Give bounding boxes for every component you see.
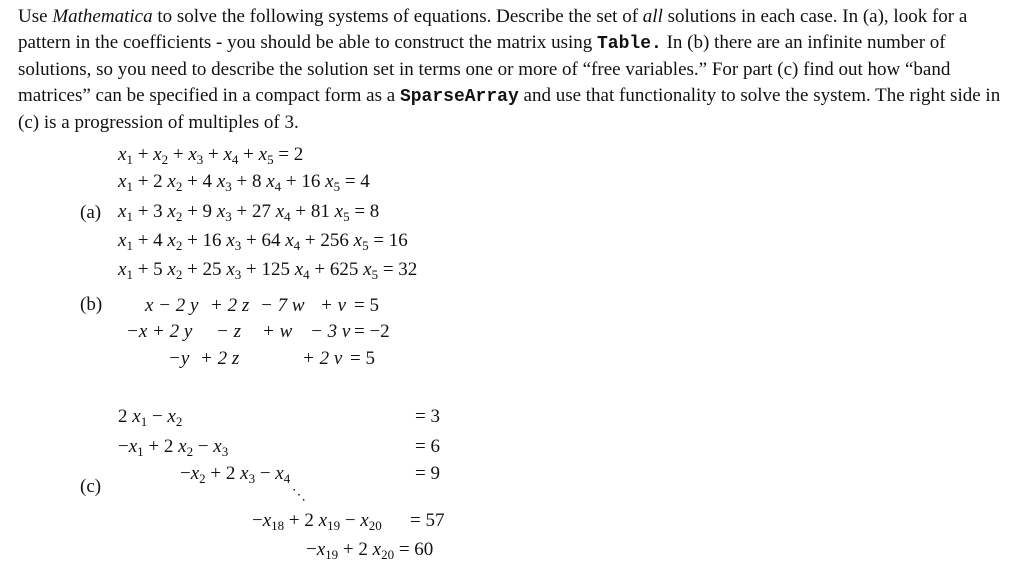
diagonal-dots: ⋱ (292, 488, 306, 503)
b1-term2: + 2 z (210, 295, 250, 316)
b3-term4: + 2 v (302, 348, 343, 369)
intro-text-5: and use that functionality to solve the system. The right side in (c) is a progression of multiples of 3. (18, 84, 1001, 133)
equation-c4: $-x_{18} + 2$ $x_{19} - x_{20}$ (252, 510, 382, 533)
b3-term1: −y (168, 348, 190, 369)
b2-term3: + w (262, 321, 293, 342)
code-sparsearray: SparseArray (399, 86, 519, 107)
b2-term4: − 3 v (310, 321, 351, 342)
intro-text-3: solutions in each case. In (a), look for a pattern in the coefficients - you should be able to construct the matrix using (18, 6, 968, 53)
rhs-c1: = 3 (415, 406, 440, 427)
b1-rhs: = 5 (354, 295, 379, 316)
equation-a2: $x_1 + 2$ $x_2 + 4$ $x_3 + 8$ $x_4 + 16$ $x_5 = 4$ (118, 171, 370, 194)
rhs-a5: = 32 (382, 259, 418, 280)
equation-c5: $-x_{19} + 2$ $x_{20} = 60$ (306, 539, 434, 562)
b2-term2: − z (216, 321, 241, 342)
rhs-c3: = 9 (415, 463, 440, 484)
b1-term1: x − 2 y (145, 295, 199, 316)
intro-all: all (642, 6, 663, 27)
equation-c2: $-x_1 + 2$ $x_2 - x_3$ (118, 436, 229, 459)
rhs-c4: = 57 (410, 510, 445, 531)
b3-term2: + 2 z (200, 348, 240, 369)
rhs-c5: = 60 (398, 539, 434, 560)
label-a: (a) (80, 202, 102, 223)
intro-text-1: Use (18, 6, 53, 27)
b2-rhs: = −2 (354, 321, 390, 342)
rhs-a3: = 8 (354, 201, 380, 222)
b1-term3: − 7 w (260, 295, 305, 316)
intro-text-2: to solve the following systems of equations. Describe the set of (152, 6, 643, 27)
b2-term1: −x + 2 y (126, 321, 193, 342)
equation-a1: $x_1 + x_2 + x_3 + x_4 + x_5 = 2$ (118, 144, 304, 167)
label-c: (c) (80, 476, 102, 497)
intro-app-name: Mathematica (52, 6, 153, 27)
intro-text-4: In (b) there are an infinite number of solutions, so you need to describe the solution set in terms one or more of “free variables.” For part (c) find out how “band matrices” can be specified in a compact form as a (18, 31, 951, 106)
equation-a4: $x_1 + 4$ $x_2 + 16$ $x_3 + 64$ $x_4 + 256$ $x_5 = 16$ (118, 230, 408, 253)
equation-a5: $x_1 + 5$ $x_2 + 25$ $x_3 + 125$ $x_4 + 625$ $x_5 = 32$ (118, 259, 418, 282)
equation-a3: $x_1 + 3$ $x_2 + 9$ $x_3 + 27$ $x_4 + 81$ $x_5 = 8$ (118, 201, 380, 224)
code-table: Table. (597, 33, 662, 54)
equation-c3: $-x_2 + 2$ $x_3 - x_4$ (180, 463, 291, 486)
rhs-c2: = 6 (415, 436, 440, 457)
problem-statement (18, 4, 1003, 136)
b1-term4: + v (320, 295, 347, 316)
equation-c1: 2 $x_1 - x_2$ (118, 406, 183, 429)
rhs-a2: = 4 (344, 171, 370, 192)
b3-rhs: = 5 (350, 348, 375, 369)
rhs-a4: = 16 (373, 230, 408, 251)
rhs-a1: = 2 (278, 144, 304, 165)
label-b: (b) (80, 294, 103, 315)
